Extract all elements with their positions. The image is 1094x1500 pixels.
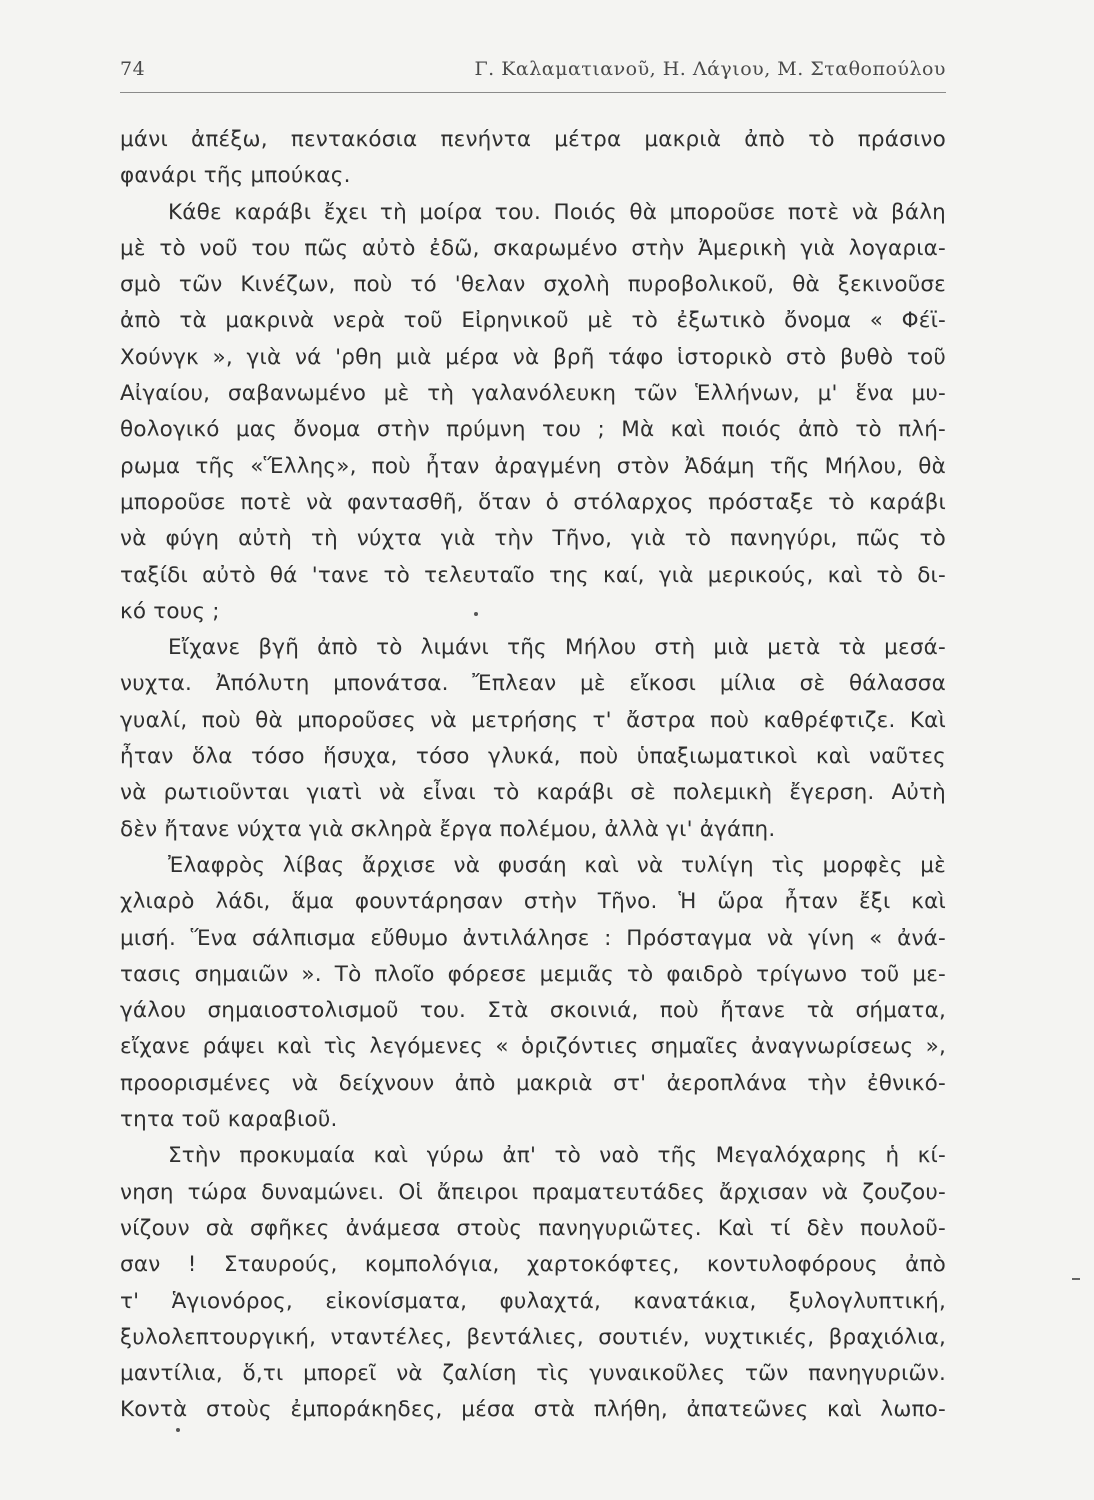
body-text <box>120 122 946 1429</box>
text-line: Αἰγαίου, σαβανωμένο μὲ τὴ γαλανόλευκη τῶν Ἑλλήνων, μ' ἕνα μυ- <box>120 381 946 407</box>
text-line: ρωμα τῆς «Ἕλλης», ποὺ ἦταν ἀραγμένη στὸν Ἀδάμη τῆς Μήλου, θὰ <box>120 453 946 479</box>
text-line: σαν ! Σταυρούς, κομπολόγια, χαρτοκόφτες, κοντυλοφόρους ἀπὸ <box>120 1252 946 1278</box>
margin-mark <box>1072 1278 1080 1280</box>
text-line: γάλου σημαιοστολισμοῦ του. Στὰ σκοινιά, ποὺ ἤτανε τὰ σήματα, <box>120 998 946 1024</box>
text-line: ξυλολεπτουργική, νταντέλες, βεντάλιες, σουτιέν, νυχτικιές, βραχιόλια, <box>120 1324 946 1350</box>
text-line: θολογικό μας ὄνομα στὴν πρύμνη του ; Μὰ καὶ ποιός ἀπὸ τὸ πλή- <box>120 417 946 443</box>
text-line: φανάρι τῆς μπούκας. <box>120 163 351 189</box>
text-line: νὰ ρωτιοῦνται γιατὶ νὰ εἶναι τὸ καράβι σὲ πολεμικὴ ἔγερση. Αὐτὴ <box>120 780 946 806</box>
text-line: χλιαρὸ λάδι, ἅμα φουντάρησαν στὴν Τῆνο. Ἡ ὥρα ἦταν ἔξι καὶ <box>120 889 946 915</box>
text-line: Κάθε καράβι ἔχει τὴ μοίρα του. Ποιός θὰ μποροῦσε ποτὲ νὰ βάλη <box>168 199 946 225</box>
text-line: μάνι ἀπέξω, πεντακόσια πενήντα μέτρα μακριὰ ἀπὸ τὸ πράσινο <box>120 127 946 152</box>
header-rule <box>120 92 946 93</box>
text-line: Ἐλαφρὸς λίβας ἄρχισε νὰ φυσάη καὶ νὰ τυλίγη τὶς μορφὲς μὲ <box>168 852 946 878</box>
text-line: νίζουν σὰ σφῆκες ἀνάμεσα στοὺς πανηγυριῶτες. Καὶ τί δὲν πουλοῦ- <box>120 1215 946 1241</box>
print-speck <box>474 612 478 616</box>
text-line: ταξίδι αὐτὸ θά 'τανε τὸ τελευταῖο της καί, γιὰ μερικούς, καὶ τὸ δι- <box>120 562 946 588</box>
text-line: Χούνγκ », γιὰ νά 'ρθη μιὰ μέρα νὰ βρῆ τάφο ἱστορικὸ στὸ βυθὸ τοῦ <box>120 344 946 370</box>
text-line: τ' Ἁγιονόρος, εἰκονίσματα, φυλαχτά, κανατάκια, ξυλογλυπτική, <box>120 1288 946 1314</box>
text-line: νυχτα. Ἀπόλυτη μπονάτσα. Ἔπλεαν μὲ εἴκοσι μίλια σὲ θάλασσα <box>120 671 946 697</box>
text-line: κό τους ; <box>120 598 220 624</box>
print-speck <box>176 1428 180 1432</box>
text-line: Εἴχανε βγῆ ἀπὸ τὸ λιμάνι τῆς Μήλου στὴ μιὰ μετὰ τὰ μεσά- <box>168 635 946 661</box>
text-line: δὲν ἤτανε νύχτα γιὰ σκληρὰ ἔργα πολέμου, ἀλλὰ γι' ἀγάπη. <box>120 816 776 842</box>
text-line: ἦταν ὅλα τόσο ἥσυχα, τόσο γλυκά, ποὺ ὑπαξιωματικοὶ καὶ ναῦτες <box>120 744 946 770</box>
text-line: Στὴν προκυμαία καὶ γύρω ἀπ' τὸ ναὸ τῆς Μεγαλόχαρης ἡ κί- <box>168 1143 946 1169</box>
text-line: μὲ τὸ νοῦ του πῶς αὐτὸ ἐδῶ, σκαρωμένο στὴν Ἀμερικὴ γιὰ λογαρια- <box>120 235 946 261</box>
text-line: νὰ φύγη αὐτὴ τὴ νύχτα γιὰ τὴν Τῆνο, γιὰ τὸ πανηγύρι, πῶς τὸ <box>120 526 946 552</box>
text-line: γυαλί, ποὺ θὰ μποροῦσες νὰ μετρήσης τ' ἄστρα ποὺ καθρέφτιζε. Καὶ <box>120 707 946 733</box>
text-line: Κοντὰ στοὺς ἐμποράκηδες, μέσα στὰ πλήθη, ἀπατεῶνες καὶ λωπο- <box>120 1397 946 1423</box>
page-number: 74 <box>120 58 146 80</box>
text-line: προορισμένες νὰ δείχνουν ἀπὸ μακριὰ στ' ἀεροπλάνα τὴν ἐθνικό- <box>120 1070 946 1096</box>
text-line: ἀπὸ τὰ μακρινὰ νερὰ τοῦ Εἰρηνικοῦ μὲ τὸ ἐξωτικὸ ὄνομα « Φέϊ- <box>120 308 946 334</box>
text-line: μαντίλια, ὅ,τι μπορεῖ νὰ ζαλίση τὶς γυναικοῦλες τῶν πανηγυριῶν. <box>120 1361 946 1387</box>
text-line: νηση τώρα δυναμώνει. Οἱ ἄπειροι πραματευτάδες ἄρχισαν νὰ ζουζου- <box>120 1179 946 1205</box>
text-line: τασις σημαιῶν ». Τὸ πλοῖο φόρεσε μεμιᾶς τὸ φαιδρὸ τρίγωνο τοῦ με- <box>120 961 946 987</box>
text-line: μισή. Ἕνα σάλπισμα εὔθυμο ἀντιλάλησε : Πρόσταγμα νὰ γίνη « ἀνά- <box>120 925 946 951</box>
text-line: μποροῦσε ποτὲ νὰ φαντασθῆ, ὅταν ὁ στόλαρχος πρόσταξε τὸ καράβι <box>120 489 946 515</box>
running-title: Γ. Καλαματιανοῦ, Η. Λάγιου, Μ. Σταθοπούλου <box>474 58 946 80</box>
text-line: τητα τοῦ καραβιοῦ. <box>120 1107 338 1133</box>
text-line: εἴχανε ράψει καὶ τὶς λεγόμενες « ὁριζόντιες σημαῖες ἀναγνωρίσεως », <box>120 1034 946 1060</box>
text-line: σμὸ τῶν Κινέζων, ποὺ τό 'θελαν σχολὴ πυροβολικοῦ, θὰ ξεκινοῦσε <box>120 272 946 298</box>
running-head <box>120 58 946 88</box>
